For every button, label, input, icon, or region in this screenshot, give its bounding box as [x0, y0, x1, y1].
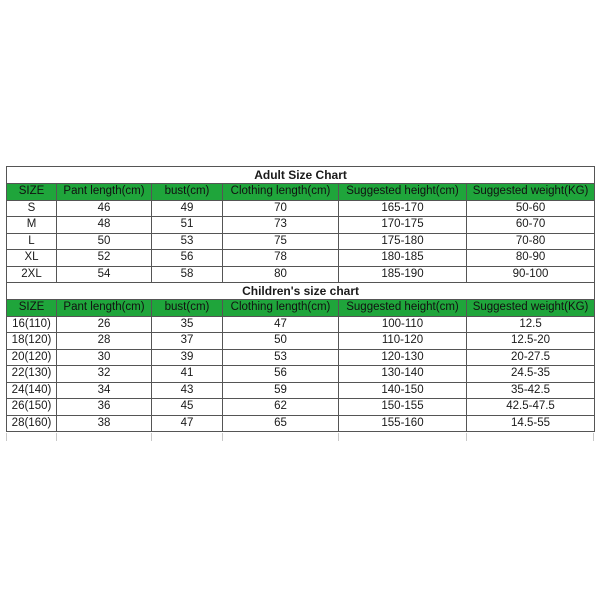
adult-row	[7, 266, 595, 283]
cell-bust: 51	[152, 217, 223, 234]
cell-bust: 58	[152, 266, 223, 283]
cell-suggested-height: 130-140	[339, 366, 467, 383]
cell-size: 28(160)	[7, 415, 57, 432]
adult-header-row	[7, 184, 595, 201]
gridline	[6, 433, 7, 441]
children-size-chart-title: Children's size chart	[7, 283, 595, 300]
children-row	[7, 366, 595, 383]
children-header-bust: bust(cm)	[152, 300, 223, 317]
cell-clothing-length: 47	[223, 316, 339, 333]
cell-suggested-height: 155-160	[339, 415, 467, 432]
gridline	[222, 433, 223, 441]
cell-pant-length: 46	[57, 200, 152, 217]
cell-suggested-weight: 60-70	[467, 217, 595, 234]
cell-suggested-weight: 12.5	[467, 316, 595, 333]
cell-size: 20(120)	[7, 349, 57, 366]
cell-clothing-length: 75	[223, 233, 339, 250]
adult-title-row	[7, 167, 595, 184]
cell-bust: 43	[152, 382, 223, 399]
cell-bust: 47	[152, 415, 223, 432]
cell-size: 16(110)	[7, 316, 57, 333]
cell-pant-length: 26	[57, 316, 152, 333]
gridline	[466, 433, 467, 441]
children-row	[7, 382, 595, 399]
cell-size: 18(120)	[7, 333, 57, 350]
cell-pant-length: 52	[57, 250, 152, 267]
children-row	[7, 399, 595, 416]
cell-pant-length: 50	[57, 233, 152, 250]
cell-bust: 53	[152, 233, 223, 250]
cell-suggested-weight: 50-60	[467, 200, 595, 217]
cell-size: M	[7, 217, 57, 234]
children-header-row	[7, 300, 595, 317]
cell-pant-length: 28	[57, 333, 152, 350]
gridline	[338, 433, 339, 441]
cell-bust: 56	[152, 250, 223, 267]
cell-suggested-weight: 70-80	[467, 233, 595, 250]
cell-suggested-weight: 35-42.5	[467, 382, 595, 399]
children-row	[7, 333, 595, 350]
cell-size: XL	[7, 250, 57, 267]
cell-suggested-height: 120-130	[339, 349, 467, 366]
gridline	[56, 433, 57, 441]
cell-suggested-weight: 80-90	[467, 250, 595, 267]
cell-suggested-weight: 42.5-47.5	[467, 399, 595, 416]
children-row	[7, 349, 595, 366]
cell-bust: 37	[152, 333, 223, 350]
cell-size: 22(130)	[7, 366, 57, 383]
cell-pant-length: 30	[57, 349, 152, 366]
cell-suggested-height: 150-155	[339, 399, 467, 416]
cell-bust: 39	[152, 349, 223, 366]
cell-suggested-weight: 90-100	[467, 266, 595, 283]
cell-clothing-length: 53	[223, 349, 339, 366]
cell-clothing-length: 62	[223, 399, 339, 416]
gridline	[593, 433, 594, 441]
children-title-row	[7, 283, 595, 300]
cell-suggested-height: 140-150	[339, 382, 467, 399]
cell-suggested-weight: 14.5-55	[467, 415, 595, 432]
children-header-suggested-weight: Suggested weight(KG)	[467, 300, 595, 317]
cell-clothing-length: 80	[223, 266, 339, 283]
spreadsheet-gridlines	[6, 433, 594, 441]
cell-suggested-height: 165-170	[339, 200, 467, 217]
cell-suggested-weight: 12.5-20	[467, 333, 595, 350]
cell-pant-length: 32	[57, 366, 152, 383]
cell-clothing-length: 50	[223, 333, 339, 350]
adult-size-chart-title: Adult Size Chart	[7, 167, 595, 184]
cell-clothing-length: 73	[223, 217, 339, 234]
cell-bust: 45	[152, 399, 223, 416]
adult-header-pant-length: Pant length(cm)	[57, 184, 152, 201]
children-row	[7, 415, 595, 432]
children-header-clothing-length: Clothing length(cm)	[223, 300, 339, 317]
cell-size: S	[7, 200, 57, 217]
cell-size: 24(140)	[7, 382, 57, 399]
gridline	[151, 433, 152, 441]
cell-pant-length: 48	[57, 217, 152, 234]
children-header-suggested-height: Suggested height(cm)	[339, 300, 467, 317]
cell-size: L	[7, 233, 57, 250]
cell-pant-length: 38	[57, 415, 152, 432]
cell-clothing-length: 65	[223, 415, 339, 432]
adult-header-size: SIZE	[7, 184, 57, 201]
adult-row	[7, 250, 595, 267]
cell-suggested-height: 180-185	[339, 250, 467, 267]
cell-suggested-height: 100-110	[339, 316, 467, 333]
adult-header-clothing-length: Clothing length(cm)	[223, 184, 339, 201]
cell-suggested-weight: 20-27.5	[467, 349, 595, 366]
adult-row	[7, 233, 595, 250]
cell-clothing-length: 56	[223, 366, 339, 383]
children-row	[7, 316, 595, 333]
cell-size: 26(150)	[7, 399, 57, 416]
cell-pant-length: 54	[57, 266, 152, 283]
cell-size: 2XL	[7, 266, 57, 283]
cell-clothing-length: 78	[223, 250, 339, 267]
children-header-pant-length: Pant length(cm)	[57, 300, 152, 317]
cell-bust: 49	[152, 200, 223, 217]
adult-header-suggested-weight: Suggested weight(KG)	[467, 184, 595, 201]
cell-suggested-height: 110-120	[339, 333, 467, 350]
cell-clothing-length: 70	[223, 200, 339, 217]
cell-bust: 41	[152, 366, 223, 383]
cell-pant-length: 34	[57, 382, 152, 399]
cell-bust: 35	[152, 316, 223, 333]
cell-suggested-height: 185-190	[339, 266, 467, 283]
cell-pant-length: 36	[57, 399, 152, 416]
adult-row	[7, 217, 595, 234]
size-chart-sheet	[6, 166, 594, 432]
adult-header-suggested-height: Suggested height(cm)	[339, 184, 467, 201]
children-header-size: SIZE	[7, 300, 57, 317]
size-chart-table	[6, 166, 595, 432]
cell-suggested-height: 175-180	[339, 233, 467, 250]
cell-clothing-length: 59	[223, 382, 339, 399]
cell-suggested-height: 170-175	[339, 217, 467, 234]
cell-suggested-weight: 24.5-35	[467, 366, 595, 383]
adult-header-bust: bust(cm)	[152, 184, 223, 201]
adult-row	[7, 200, 595, 217]
